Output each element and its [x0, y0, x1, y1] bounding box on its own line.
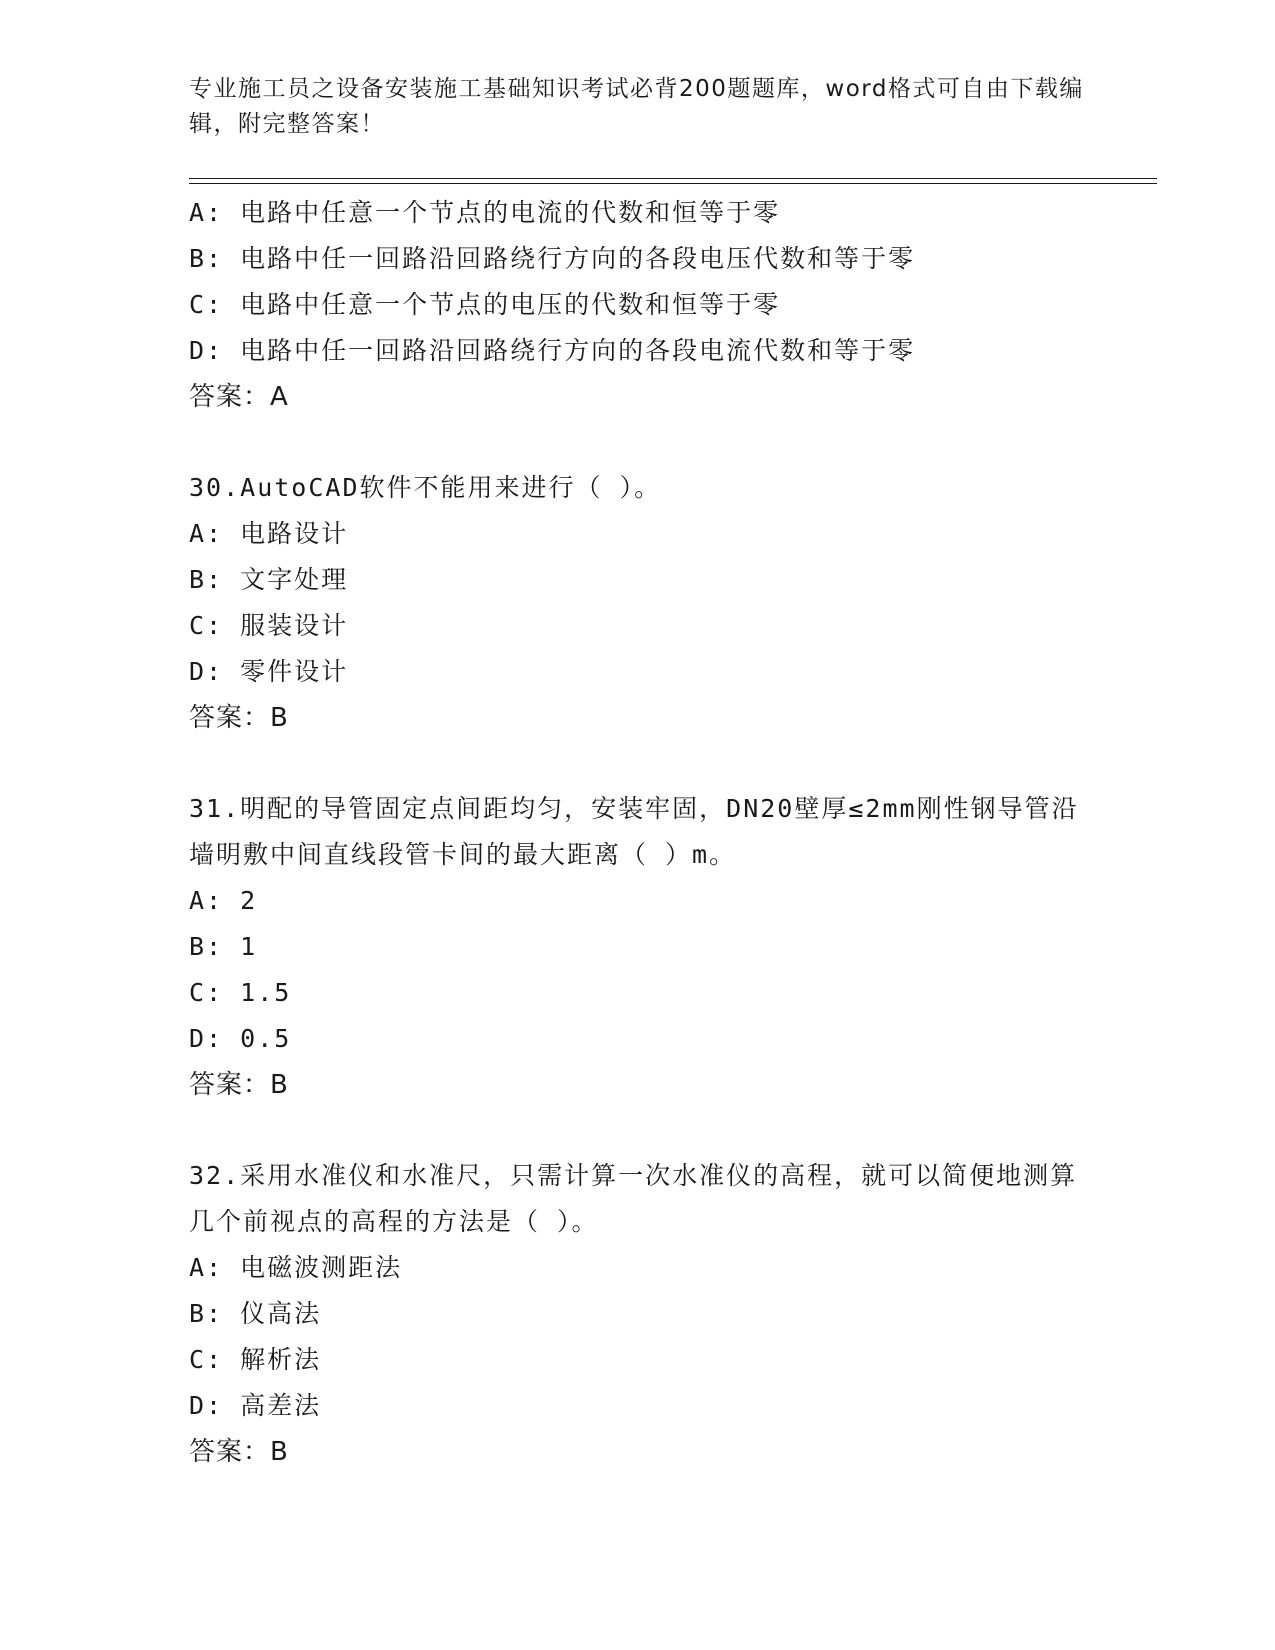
option-d: D: 高差法 — [189, 1391, 322, 1420]
option-c: C: 电路中任意一个节点的电压的代数和恒等于零 — [189, 290, 781, 319]
question-stem: 32.采用水准仪和水准尺，只需计算一次水准仪的高程，就可以简便地测算几个前视点的高程的方法是（ ）。 — [189, 1161, 1078, 1236]
option-b: B: 电路中任一回路沿回路绕行方向的各段电压代数和等于零 — [189, 244, 916, 273]
option-b: B: 仪高法 — [189, 1299, 322, 1328]
header-rule-bottom — [189, 183, 1157, 184]
question-block-30 — [189, 465, 1089, 741]
answer-line: 答案：A — [189, 382, 289, 412]
option-b: B: 文字处理 — [189, 565, 349, 594]
option-d: D: 电路中任一回路沿回路绕行方向的各段电流代数和等于零 — [189, 336, 916, 365]
option-a: A: 电磁波测距法 — [189, 1253, 403, 1282]
document-header: 专业施工员之设备安装施工基础知识考试必背200题题库，word格式可自由下载编辑，附完整答案！ — [189, 76, 1084, 137]
answer-line: 答案：B — [189, 1070, 289, 1100]
answer-line: 答案：B — [189, 703, 289, 733]
option-c: C: 1.5 — [189, 978, 292, 1007]
question-block-29 — [189, 190, 1089, 420]
answer-line: 答案：B — [189, 1437, 289, 1467]
option-d: D: 0.5 — [189, 1024, 292, 1053]
question-block-32 — [189, 1153, 1089, 1475]
option-c: C: 解析法 — [189, 1345, 322, 1374]
option-c: C: 服装设计 — [189, 611, 349, 640]
option-a: A: 电路设计 — [189, 519, 349, 548]
option-a: A: 2 — [189, 886, 258, 915]
option-b: B: 1 — [189, 932, 258, 961]
question-stem: 31.明配的导管固定点间距均匀，安装牢固，DN20壁厚≤2mm刚性钢导管沿墙明敷中间直线段管卡间的最大距离（ ）m。 — [189, 794, 1079, 869]
option-a: A: 电路中任意一个节点的电流的代数和恒等于零 — [189, 198, 781, 227]
header-rule-top — [189, 178, 1157, 179]
question-list — [189, 190, 1089, 1475]
question-stem: 30.AutoCAD软件不能用来进行（ ）。 — [189, 473, 662, 502]
question-block-31 — [189, 786, 1089, 1108]
option-d: D: 零件设计 — [189, 657, 349, 686]
